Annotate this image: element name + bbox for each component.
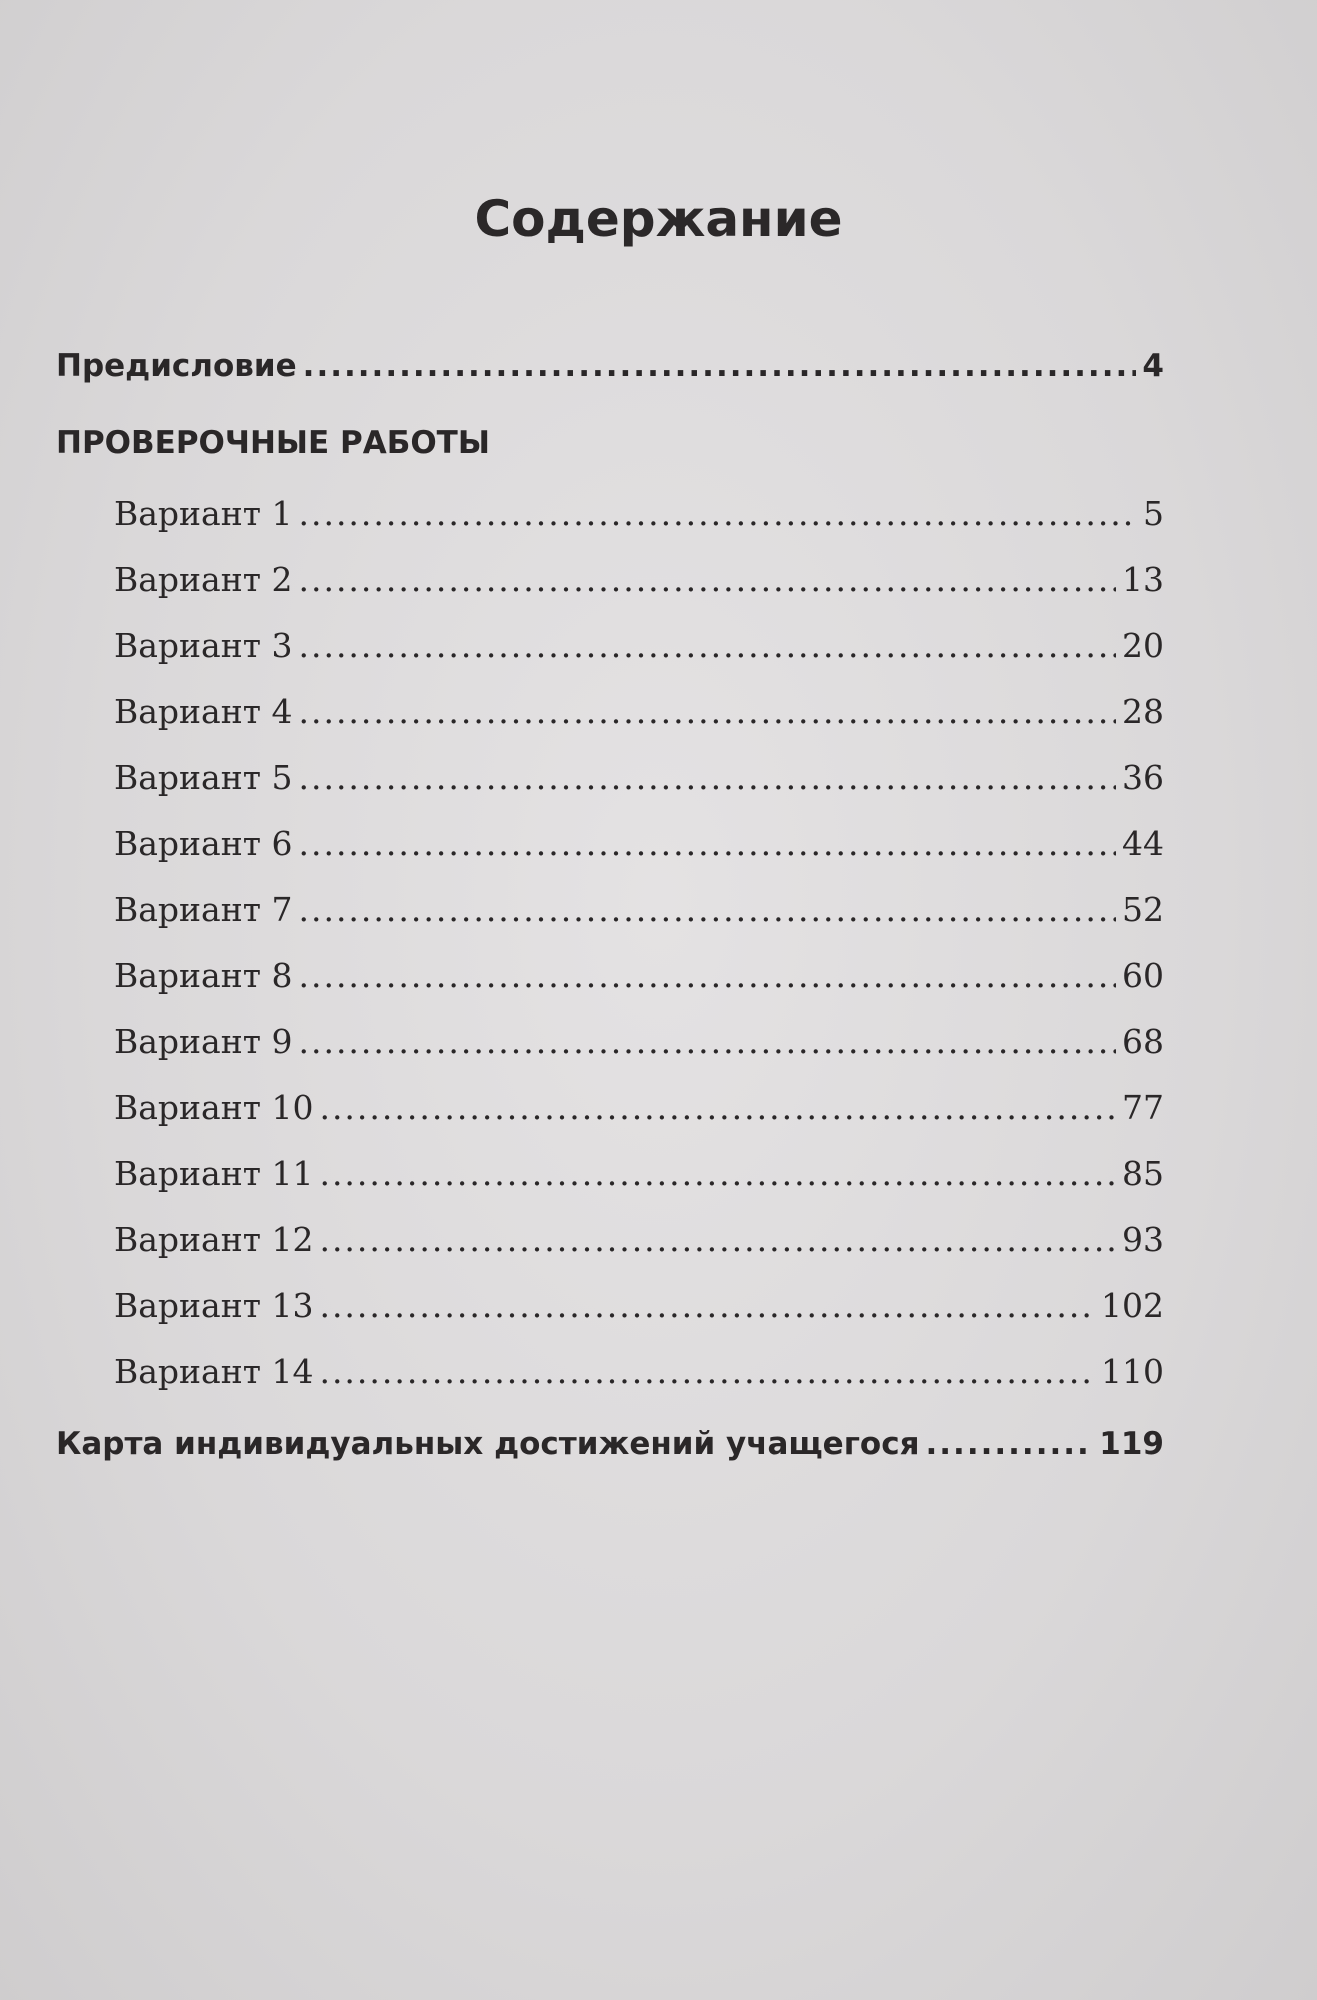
toc-entry-label: Вариант 4 — [114, 692, 293, 731]
toc-entry-label: Вариант 13 — [114, 1286, 314, 1325]
toc-entry-variant — [114, 560, 1164, 612]
dot-leader — [319, 1286, 1095, 1325]
dot-leader — [925, 1426, 1093, 1462]
toc-entry-label: Вариант 1 — [114, 494, 293, 533]
dot-leader — [319, 1352, 1095, 1391]
toc-entry-variant — [114, 1220, 1164, 1272]
toc-entry-variant — [114, 1154, 1164, 1206]
toc-entry-label: Вариант 6 — [114, 824, 293, 863]
dot-leader — [303, 348, 1137, 384]
toc-entry-variant — [114, 1088, 1164, 1140]
toc-entry-variant — [114, 494, 1164, 546]
toc-entry-label: Вариант 3 — [114, 626, 293, 665]
dot-leader — [319, 1154, 1116, 1193]
dot-leader — [298, 956, 1116, 995]
toc-entry-variant — [114, 890, 1164, 942]
toc-entry-variant — [114, 824, 1164, 876]
toc-entry-variant — [114, 1352, 1164, 1404]
toc-entry-label: Вариант 8 — [114, 956, 293, 995]
toc-entry-page: 5 — [1143, 494, 1164, 533]
dot-leader — [298, 758, 1116, 797]
toc-entry-label: Вариант 11 — [114, 1154, 314, 1193]
toc-entry-page: 28 — [1122, 692, 1164, 731]
toc-entry-variant — [114, 626, 1164, 678]
toc-entry-achievements — [56, 1426, 1164, 1478]
toc-entry-variant — [114, 1022, 1164, 1074]
dot-leader — [298, 692, 1116, 731]
toc-entry-variant — [114, 758, 1164, 810]
page-title: Содержание — [474, 190, 843, 248]
toc-entry-page: 93 — [1122, 1220, 1164, 1259]
toc-entry-page: 13 — [1122, 560, 1164, 599]
dot-leader — [298, 1022, 1116, 1061]
toc-entry-page: 44 — [1122, 824, 1164, 863]
dot-leader — [298, 626, 1116, 665]
toc-entry-page: 60 — [1122, 956, 1164, 995]
toc-entry-page: 110 — [1101, 1352, 1164, 1391]
dot-leader — [298, 494, 1137, 533]
toc-entry-label: Вариант 7 — [114, 890, 293, 929]
toc-entry-page: 77 — [1122, 1088, 1164, 1127]
dot-leader — [319, 1088, 1116, 1127]
dot-leader — [298, 824, 1116, 863]
toc-entry-variant — [114, 692, 1164, 744]
toc-entry-page: 102 — [1101, 1286, 1164, 1325]
toc-entry-page: 119 — [1099, 1426, 1164, 1462]
toc-entry-label: Вариант 14 — [114, 1352, 314, 1391]
section-heading: ПРОВЕРОЧНЫЕ РАБОТЫ — [56, 425, 490, 461]
toc-entry-label: Вариант 12 — [114, 1220, 314, 1259]
toc-entry-label: Вариант 9 — [114, 1022, 293, 1061]
toc-entry-page: 20 — [1122, 626, 1164, 665]
toc-entry-variant — [114, 956, 1164, 1008]
toc-entry-label: Вариант 10 — [114, 1088, 314, 1127]
toc-entry-page: 85 — [1122, 1154, 1164, 1193]
toc-entry-label: Карта индивидуальных достижений учащегося — [56, 1426, 920, 1462]
dot-leader — [298, 560, 1116, 599]
dot-leader — [298, 890, 1116, 929]
toc-entry-page: 36 — [1122, 758, 1164, 797]
toc-entry-variant — [114, 1286, 1164, 1338]
toc-entry-label: Вариант 2 — [114, 560, 293, 599]
toc-entry-page: 4 — [1142, 348, 1164, 384]
toc-entry-label: Вариант 5 — [114, 758, 293, 797]
toc-entry-page: 68 — [1122, 1022, 1164, 1061]
toc-entry-page: 52 — [1122, 890, 1164, 929]
toc-entry-preface — [56, 348, 1164, 400]
dot-leader — [319, 1220, 1116, 1259]
toc-entry-label: Предисловие — [56, 348, 297, 384]
